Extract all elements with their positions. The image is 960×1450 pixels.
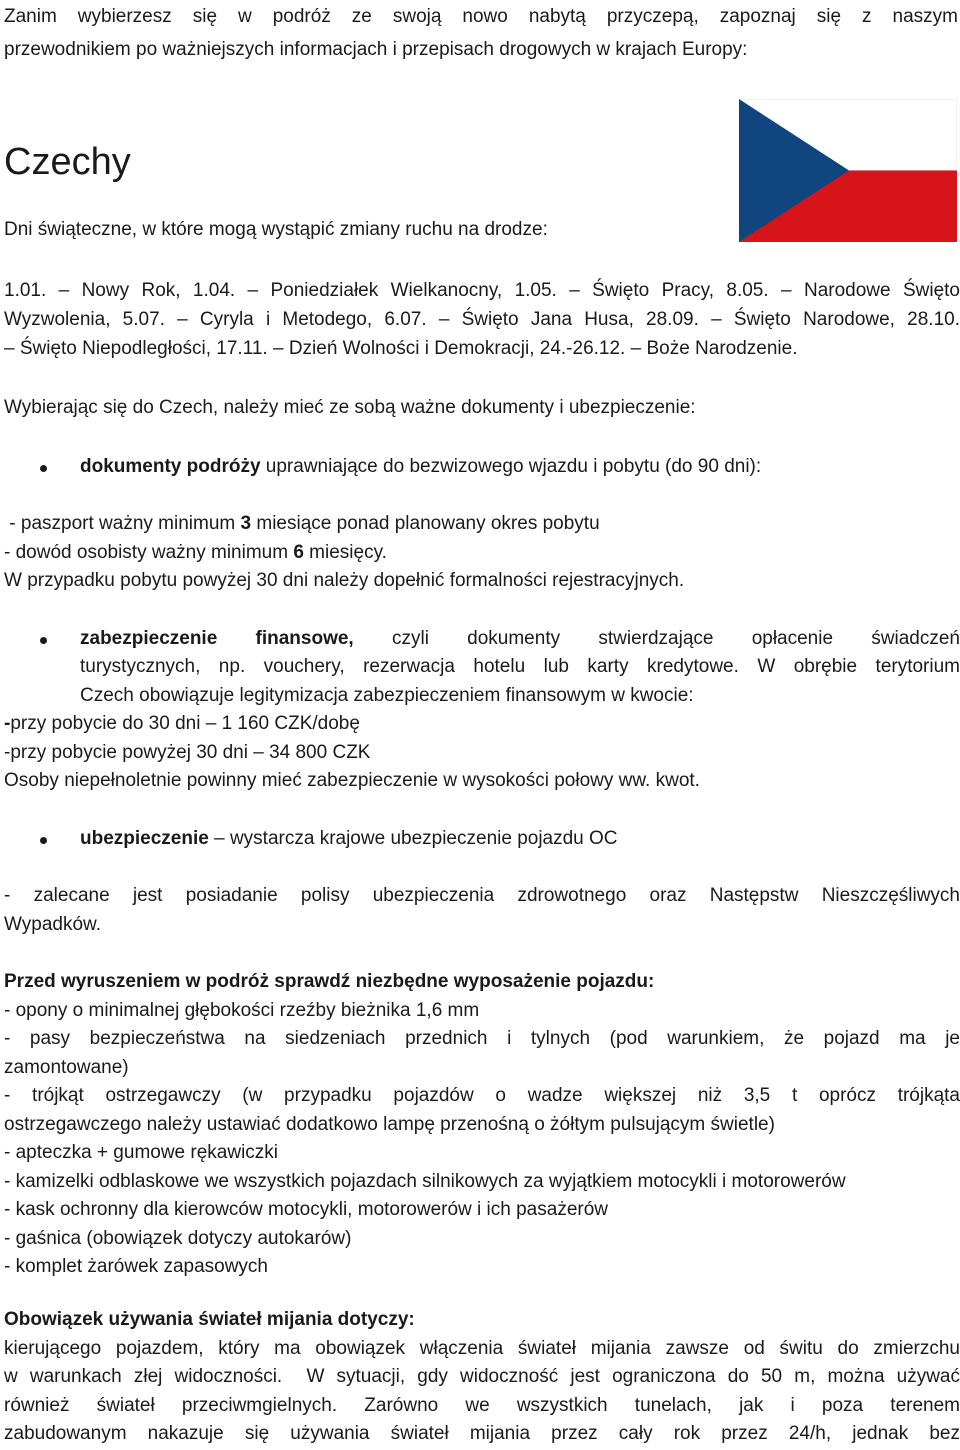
minors-note: Osoby niepełnoletnie powinny mieć zabezpieczenie w wysokości połowy ww. kwot. [4, 770, 700, 791]
lights-line-4: zabudowanym nakazuje się używania świateł mijania przez cały rok przez 24/h, jednak bez [4, 1423, 960, 1444]
passport-months: 3 [240, 513, 252, 534]
id-card-text-end: miesięcy. [303, 541, 387, 563]
financial-security-label: zabezpieczenie finansowe, [80, 627, 354, 649]
passport-text: - paszport ważny minimum [4, 513, 241, 534]
travel-documents-text: uprawniające do bezwizowego wjazdu i pobytu (do 90 dni): [260, 455, 762, 477]
lights-line-1: kierującego pojazdem, który ma obowiązek włączenia świateł mijania zawsze od świtu do zmierzchu [4, 1337, 960, 1359]
holidays-line-3: – Święto Niepodległości, 17.11. – Dzień Wolności i Demokracji, 24.-26.12. – Boże Narodzenie. [4, 338, 798, 359]
health-line-2: Wypadków. [4, 913, 101, 935]
holidays-line-1: 1.01. – Nowy Rok, 1.04. – Poniedziałek Wielkanocny, 1.05. – Święto Pracy, 8.05. – Narodowe Święto [4, 280, 960, 301]
list-item-travel-documents [4, 453, 960, 482]
health-insurance-note [4, 882, 960, 939]
financial-line-1-text: czyli dokumenty stwierdzające opłacenie świadczeń [353, 627, 960, 649]
stay-short-dash: - [4, 713, 11, 734]
holidays-line-2: Wyzwolenia, 5.07. – Cyryla i Metodego, 6.07. – Święto Jana Husa, 28.09. – Święto Narodowe, 28.10. [4, 309, 960, 330]
belts-line-1: - pasy bezpieczeństwa na siedzeniach przednich i tylnych (pod warunkiem, że pojazd ma je [4, 1028, 960, 1049]
lights-section [4, 1306, 960, 1449]
czech-flag-icon [739, 99, 957, 242]
equipment-vests: - kamizelki odblaskowe we wszystkich pojazdach silnikowych za wyjątkiem motocykli i motorowerów [4, 1170, 846, 1192]
intro-line-2: przewodnikiem po ważniejszych informacjach i przepisach drogowych w krajach Europy: [4, 39, 748, 60]
insurance-text: – wystarcza krajowe ubezpieczenie pojazdu OC [208, 827, 618, 849]
passport-line [4, 510, 960, 539]
bullet-icon [40, 637, 47, 644]
documents-section [4, 394, 960, 939]
health-line-1: - zalecane jest posiadanie polisy ubezpieczenia zdrowotnego oraz Następstw Nieszczęśliwych [4, 885, 960, 906]
list-item-financial-security [4, 625, 960, 711]
id-card-months: 6 [293, 541, 304, 563]
bullet-icon [40, 837, 47, 844]
lights-line-3: również świateł przeciwmgielnych. Zarówno we wszystkich tunelach, jak i poza terenem [4, 1394, 960, 1416]
id-card-text: - dowód osobisty ważny minimum [4, 541, 294, 563]
intro-paragraph [4, 0, 958, 66]
bullet-icon [40, 465, 47, 472]
stay-short-line [4, 710, 960, 739]
stay-short-text: przy pobycie do 30 dni – 1 160 CZK/dobę [10, 713, 360, 734]
equipment-first-aid: - apteczka + gumowe rękawiczki [4, 1142, 279, 1163]
equipment-section [4, 968, 960, 1282]
equipment-heading: Przed wyruszeniem w podróż sprawdź niezbędne wyposażenie pojazdu: [4, 971, 655, 992]
triangle-line-1: - trójkąt ostrzegawczy (w przypadku pojazdów o wadze większej niż 3,5 t oprócz trójkąta [4, 1085, 960, 1106]
intro-line-1: Zanim wybierzesz się w podróż ze swoją nowo nabytą przyczepą, zapoznaj się z naszym [4, 6, 958, 27]
insurance-label: ubezpieczenie [80, 827, 209, 849]
equipment-triangle [4, 1082, 960, 1139]
id-card-line [4, 539, 960, 568]
stay-long-line: -przy pobycie powyżej 30 dni – 34 800 CZK [4, 741, 371, 763]
holidays-label: Dni świąteczne, w które mogą wystąpić zmiany ruchu na drodze: [4, 219, 548, 240]
holidays-list [4, 276, 960, 363]
equipment-tires: - opony o minimalnej głębokości rzeźby bieżnika 1,6 mm [4, 999, 480, 1021]
triangle-line-2: ostrzegawczego należy ustawiać dodatkowo lampę przenośną o żółtym pulsującym świetle) [4, 1113, 775, 1135]
equipment-belts [4, 1025, 960, 1082]
passport-text-end: miesiące ponad planowany okres pobytu [251, 513, 600, 534]
equipment-extinguisher: - gaśnica (obowiązek dotyczy autokarów) [4, 1227, 352, 1249]
financial-line-2: turystycznych, np. vouchery, rezerwacja hotelu lub karty kredytowe. W obrębie terytorium [80, 656, 960, 677]
equipment-bulbs: - komplet żarówek zapasowych [4, 1256, 268, 1277]
list-item-insurance [4, 825, 960, 854]
lights-line-2: w warunkach złej widoczności. W sytuacji, gdy widoczność jest ograniczona do 50 m, można używać [4, 1366, 960, 1387]
financial-line-1 [80, 625, 960, 654]
travel-documents-label: dokumenty podróży [80, 455, 261, 477]
financial-line-3: Czech obowiązuje legitymizacja zabezpieczeniem finansowym w kwocie: [80, 684, 694, 706]
belts-line-2: zamontowane) [4, 1056, 129, 1078]
lights-heading: Obowiązek używania świateł mijania dotyczy: [4, 1309, 415, 1330]
country-heading: Czechy [4, 141, 131, 183]
registration-note: W przypadku pobytu powyżej 30 dni należy dopełnić formalności rejestracyjnych. [4, 570, 685, 591]
documents-heading: Wybierając się do Czech, należy mieć ze sobą ważne dokumenty i ubezpieczenie: [4, 397, 696, 418]
equipment-helmet: - kask ochronny dla kierowców motocykli, motorowerów i ich pasażerów [4, 1199, 609, 1220]
